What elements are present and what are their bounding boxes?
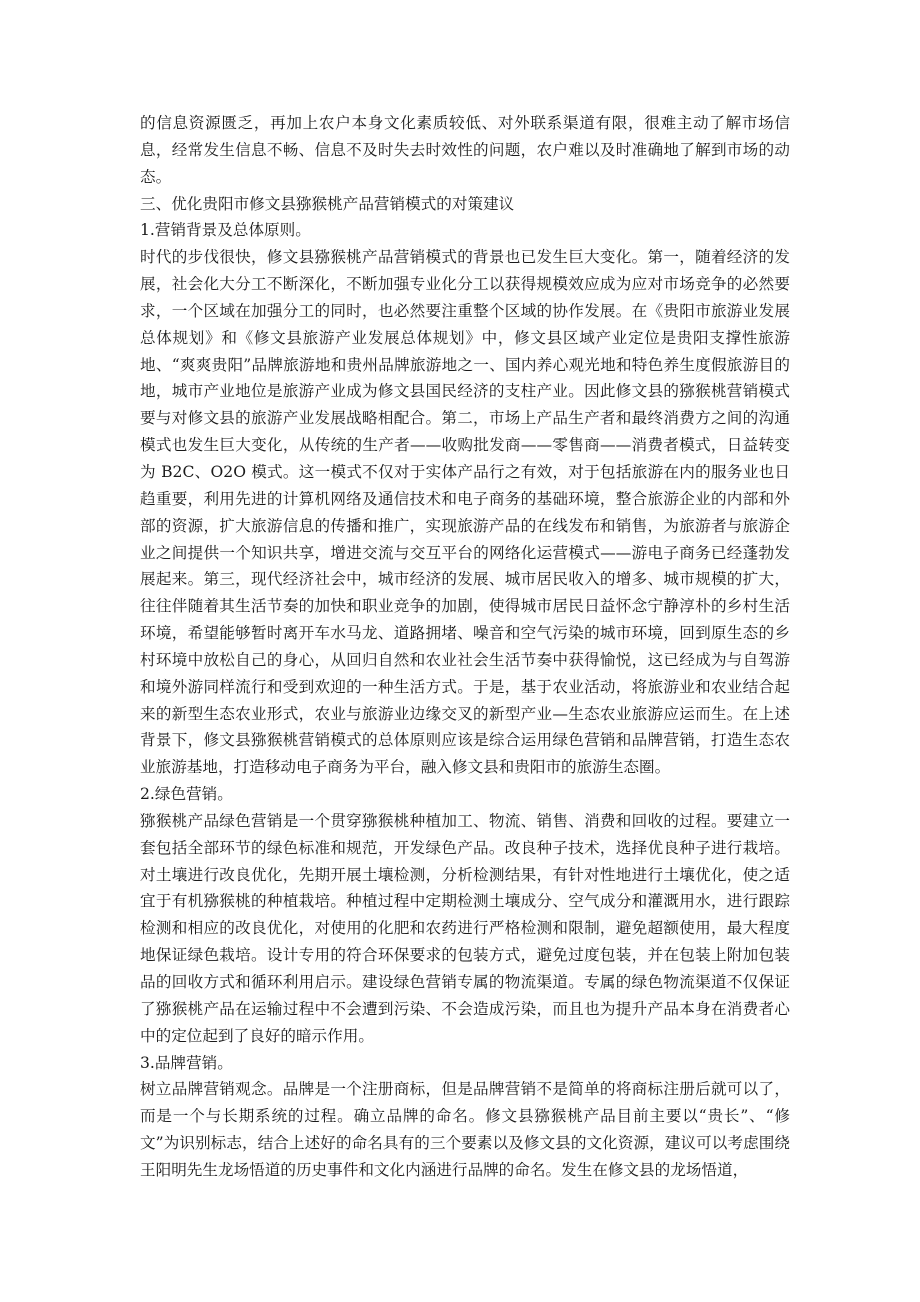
subheading-green-marketing: 2.绿色营销。 [140, 785, 233, 804]
paragraph-info-shortage: 的信息资源匮乏，再加上农户本身文化素质较低、对外联系渠道有限，很难主动了解市场信息，经常发生信息不畅、信息不及时失去时效性的问题，农户难以及时准确地了解到市场的动态。 [140, 114, 790, 186]
paragraph-marketing-background: 时代的步伐很快，修文县猕猴桃产品营销模式的背景也已发生巨大变化。第一，随着经济的发展，社会化大分工不断深化，不断加强专业化分工以获得规模效应成为应对市场竞争的必然要求，一个区域在加强分工的同时，也必然要注重整个区域的协作发展。在《贵阳市旅游业发展总体规划》和《修文县旅游产业发展总体规划》中，修文县区域产业定位是贵阳支撑性旅游地、“爽爽贵阳”品牌旅游地和贵州品牌旅游地之一、国内养心观光地和特色养生度假旅游目的地，城市产业地位是旅游产业成为修文县国民经济的支柱产业。因此修文县的猕猴桃营销模式要与对修文县的旅游产业发展战略相配合。第二，市场上产品生产者和最终消费方之间的沟通模式也发生巨大变化，从传统的生产者——收购批发商——零售商——消费者模式，日益转变为 B2C、O2O 模式。这一模式不仅对于实体产品行之有效，对于包括旅游在内的服务业也日趋重要，利用先进的计算机网络及通信技术和电子商务的基础环境，整合旅游企业的内部和外部的资源，扩大旅游信息的传播和推广，实现旅游产品的在线发布和销售，为旅游者与旅游企业之间提供一个知识共享，增进交流与交互平台的网络化运营模式——游电子商务已经蓬勃发展起来。第三，现代经济社会中，城市经济的发展、城市居民收入的增多、城市规模的扩大，往往伴随着其生活节奏的加快和职业竞争的加剧，使得城市居民日益怀念宁静淳朴的乡村生活环境，希望能够暂时离开车水马龙、道路拥堵、噪音和空气污染的城市环境，回到原生态的乡村环境中放松自己的身心，从回归自然和农业社会生活节奏中获得愉悦，这已经成为与自驾游和境外游同样流行和受到欢迎的一种生活方式。于是，基于农业活动，将旅游业和农业结合起来的新型生态农业形式，农业与旅游业边缘交叉的新型产业—生态农业旅游应运而生。在上述背景下，修文县猕猴桃营销模式的总体原则应该是综合运用绿色营销和品牌营销，打造生态农业旅游基地，打造移动电子商务为平台，融入修文县和贵阳市的旅游生态圈。 [140, 248, 790, 777]
subheading-brand-marketing: 3.品牌营销。 [140, 1053, 233, 1072]
section-heading-3: 三、优化贵阳市修文县猕猴桃产品营销模式的对策建议 [140, 194, 515, 213]
document-body [140, 110, 790, 1184]
paragraph-green-marketing: 猕猴桃产品绿色营销是一个贯穿猕猴桃种植加工、物流、销售、消费和回收的过程。要建立一套包括全部环节的绿色标准和规范，开发绿色产品。改良种子技术，选择优良种子进行栽培。对土壤进行改良优化，先期开展土壤检测，分析检测结果，有针对性地进行土壤优化，使之适宜于有机猕猴桃的种植栽培。种植过程中定期检测土壤成分、空气成分和灌溉用水，进行跟踪检测和相应的改良优化，对使用的化肥和农药进行严格检测和限制，避免超额使用，最大程度地保证绿色栽培。设计专用的符合环保要求的包装方式，避免过度包装，并在包装上附加包装品的回收方式和循环利用启示。建设绿色营销专属的物流渠道。专属的绿色物流渠道不仅保证了猕猴桃产品在运输过程中不会遭到污染、不会造成污染，而且也为提升产品本身在消费者心中的定位起到了良好的暗示作用。 [140, 811, 790, 1045]
paragraph-brand-marketing: 树立品牌营销观念。品牌是一个注册商标，但是品牌营销不是简单的将商标注册后就可以了，而是一个与长期系统的过程。确立品牌的命名。修文县猕猴桃产品目前主要以“贵长”、“修文”为识别标志，结合上述好的命名具有的三个要素以及修文县的文化资源，建议可以考虑围绕王阳明先生龙场悟道的历史事件和文化内涵进行品牌的命名。发生在修文县的龙场悟道， [140, 1080, 790, 1179]
subheading-marketing-background: 1.营销背景及总体原则。 [140, 221, 311, 240]
